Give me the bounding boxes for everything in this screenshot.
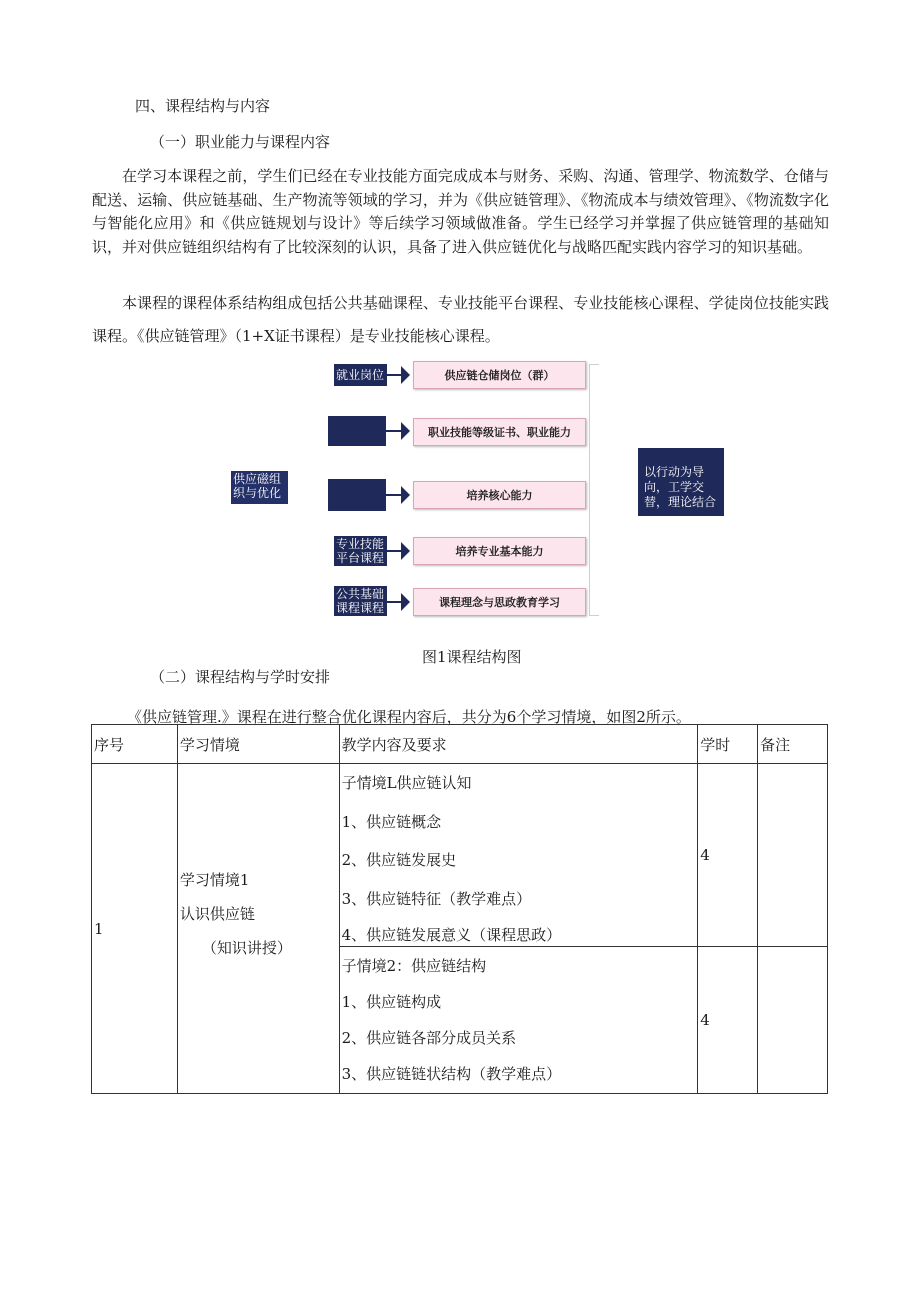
situation-cell xyxy=(177,764,339,1094)
row2-tag xyxy=(328,416,386,446)
content-line: 1、供应链概念 xyxy=(341,812,442,831)
header-cell: 备注 xyxy=(758,725,828,764)
header-cell: 序号 xyxy=(92,725,178,764)
content-line: 3、供应链链状结构（教学难点） xyxy=(341,1065,562,1083)
hours-cell: 4 xyxy=(698,947,758,1094)
situation-line: 认识供应链 xyxy=(179,904,255,923)
content-line: 2、供应链各部分成员关系 xyxy=(341,1029,517,1047)
row3-box: 培养核心能力 xyxy=(413,481,586,509)
row-number: 1 xyxy=(92,764,178,1094)
left-label: 供应磁组织与优化 xyxy=(231,471,288,504)
course-structure-diagram xyxy=(228,360,728,622)
situation-line: 学习情境1 xyxy=(179,870,250,889)
row4-box: 培养专业基本能力 xyxy=(413,537,586,565)
sub-situation-1 xyxy=(339,764,698,947)
subsection-title-1: （一）职业能力与课程内容 xyxy=(150,133,331,151)
hours-cell: 4 xyxy=(698,764,758,947)
content-line: 1、供应链构成 xyxy=(341,993,442,1011)
sub-situation-2 xyxy=(339,947,698,1094)
content-line: 子情境L供应链认知 xyxy=(341,774,472,792)
content-line: 子情境2：供应链结构 xyxy=(341,957,487,975)
section-title: 四、课程结构与内容 xyxy=(135,97,271,115)
situation-line: （知识讲授） xyxy=(201,938,292,957)
content-line: 3、供应链特征（教学难点） xyxy=(341,889,532,908)
paragraph-2: 本课程的课程体系结构组成包括公共基础课程、专业技能平台课程、专业技能核心课程、学徒岗位技能实践课程。《供应链管理》（1+X证书课程）是专业技能核心课程。 xyxy=(92,294,829,345)
header-cell: 学习情境 xyxy=(177,725,339,764)
row2-box: 职业技能等级证书、职业能力 xyxy=(413,418,586,446)
paragraph-3: 《供应链管理.》课程在进行整合优化课程内容后，共分为6个学习情境，如图2所示。 xyxy=(127,708,691,726)
row5-tag: 公共基础课程课程 xyxy=(334,586,387,616)
right-label: 以行动为导向，工学交替，理论结合 xyxy=(638,448,724,516)
figure-caption: 图1课程结构图 xyxy=(422,648,522,666)
subsection-title-2: （二）课程结构与学时安排 xyxy=(150,668,331,686)
header-cell: 教学内容及要求 xyxy=(339,725,698,764)
course-schedule-table xyxy=(91,724,828,1094)
table-header-row xyxy=(92,725,828,764)
row5-box: 课程理念与思政教育学习 xyxy=(413,588,586,616)
row3-tag xyxy=(328,479,386,511)
remark-cell xyxy=(758,764,828,947)
row1-tag: 就业岗位 xyxy=(334,364,387,386)
paragraph-1: 在学习本课程之前，学生们已经在专业技能方面完成成本与财务、采购、沟通、管理学、物流数学、仓储与配送、运输、供应链基础、生产物流等领域的学习，并为《供应链管理》、《物流成本与绩效管理》、《物流数字化与智能化应用》和《供应链规划与设计》等后续学习领域做准备。学生已经学习并掌握了供应链管理的基础知识，并对供应链组织结构有了比较深刻的认识，具备了进入供应链优化与战略匹配实践内容学习的知识基础。 xyxy=(92,167,829,256)
row1-box: 供应链仓储岗位（群） xyxy=(413,361,586,389)
remark-cell xyxy=(758,947,828,1094)
content-line: 2、供应链发展史 xyxy=(341,851,457,870)
content-line: 4、供应链发展意义（课程思政） xyxy=(341,926,562,945)
header-cell: 学时 xyxy=(698,725,758,764)
table-row xyxy=(92,764,828,947)
row4-tag: 专业技能平台课程 xyxy=(334,536,387,566)
